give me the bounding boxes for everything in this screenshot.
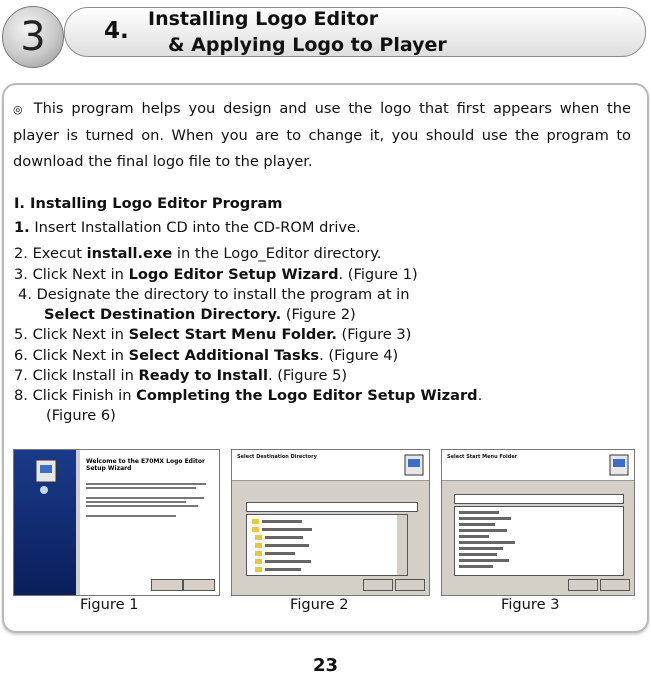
start-menu-folder-list[interactable]	[454, 506, 624, 576]
step-4-cont	[44, 306, 356, 323]
figure-3-caption: Figure 3	[501, 596, 560, 613]
page-number: 23	[312, 655, 339, 676]
step-6-post: . (Figure 4)	[319, 347, 399, 364]
figure-2-heading: Select Destination Directory	[237, 454, 317, 460]
install-wizard-icon	[14, 450, 76, 595]
step-2-bold: install.exe	[86, 245, 173, 262]
step-8-pre: 8. Click Finish in	[14, 387, 137, 404]
step-5-post: (Figure 3)	[336, 326, 412, 343]
directory-input[interactable]	[246, 502, 418, 512]
step-2-post: in the Logo_Editor directory.	[172, 245, 382, 262]
chapter-badge	[2, 6, 64, 68]
step-3-bold: Logo Editor Setup Wizard	[128, 266, 339, 283]
step-7-pre: 7. Click Install in	[14, 367, 139, 384]
install-wizard-icon	[403, 453, 425, 477]
section-number: 4.	[104, 18, 129, 44]
intro-text: This program helps you design and use the logo that first appears when the player is turned on. When you are to change it, you should use the program to download the final logo file to the player.	[13, 100, 631, 170]
step-5-pre: 5. Click Next in	[14, 326, 129, 343]
step-4-post: (Figure 2)	[281, 306, 356, 323]
section-title-line1: Installing Logo Editor	[148, 8, 379, 30]
step-1-number: 1.	[14, 219, 30, 236]
chapter-number: 3	[20, 14, 46, 60]
step-6-pre: 6. Click Next in	[14, 347, 129, 364]
step-7-bold: Ready to Install	[138, 367, 268, 384]
wizard-content	[80, 450, 219, 595]
step-5	[14, 326, 411, 343]
step-3-post: . (Figure 1)	[338, 266, 418, 283]
start-menu-folder-input[interactable]	[454, 494, 624, 504]
section-title	[148, 6, 447, 58]
bullet-icon: ◎	[13, 103, 26, 116]
step-4-line1: 4. Designate the directory to install the program at in	[18, 286, 410, 303]
cancel-button[interactable]	[183, 579, 215, 591]
step-5-bold: Select Start Menu Folder.	[128, 326, 337, 343]
cancel-button[interactable]	[395, 579, 425, 591]
wizard-top-banner	[232, 450, 429, 481]
folder-list	[455, 507, 623, 575]
step-7	[14, 367, 347, 384]
step-2	[14, 245, 381, 262]
folder-list	[247, 515, 407, 575]
step-3-pre: 3. Click Next in	[14, 266, 129, 283]
figure-2-screenshot	[231, 449, 430, 596]
figure-2-caption: Figure 2	[290, 596, 349, 613]
step-8-cont: (Figure 6)	[46, 407, 116, 424]
next-button[interactable]	[363, 579, 393, 591]
wizard-body-text	[80, 475, 215, 595]
step-8-bold: Completing the Logo Editor Setup Wizard	[136, 387, 478, 404]
figure-1-caption: Figure 1	[80, 596, 139, 613]
step-8	[14, 387, 482, 404]
wizard-top-banner	[442, 450, 634, 481]
step-3	[14, 266, 418, 283]
step-2-pre: 2. Execut	[14, 245, 87, 262]
cancel-button[interactable]	[600, 579, 630, 591]
wizard-side-banner	[14, 450, 76, 595]
install-section-title: I. Installing Logo Editor Program	[14, 195, 283, 212]
install-wizard-icon	[608, 453, 630, 477]
step-8-post: .	[477, 387, 483, 404]
step-7-post: . (Figure 5)	[267, 367, 348, 384]
section-title-line2: & Applying Logo to Player	[168, 34, 447, 56]
figure-3-screenshot	[441, 449, 635, 596]
step-6-bold: Select Additional Tasks	[128, 347, 320, 364]
intro-paragraph	[13, 96, 631, 175]
step-6	[14, 347, 398, 364]
figure-1-heading: Welcome to the E70MX Logo Editor Setup Wizard	[86, 458, 205, 472]
next-button[interactable]	[568, 579, 598, 591]
figure-3-heading: Select Start Menu Folder	[447, 454, 518, 460]
directory-tree[interactable]	[246, 514, 408, 576]
step-1	[14, 219, 361, 236]
step-4	[18, 286, 410, 303]
figure-1-screenshot	[13, 449, 220, 596]
next-button[interactable]	[151, 579, 183, 591]
step-1-text: Insert Installation CD into the CD-ROM drive.	[34, 219, 361, 236]
step-4-bold: Select Destination Directory.	[44, 306, 282, 323]
